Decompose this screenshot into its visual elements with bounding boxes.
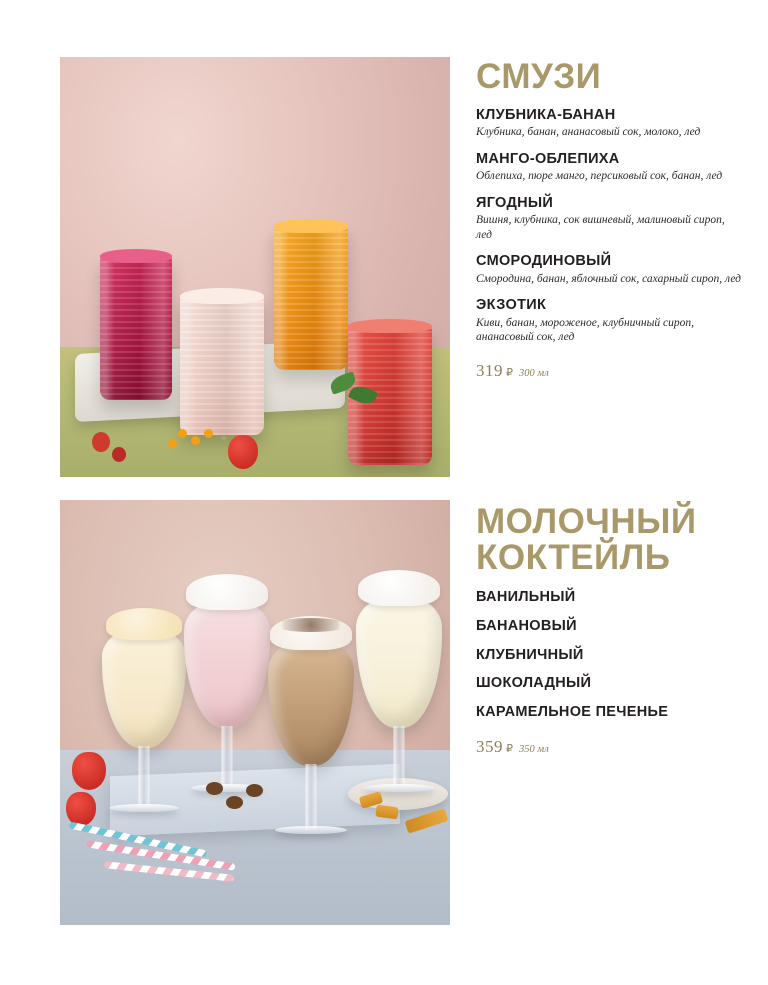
smoothie-text-column [476, 57, 741, 381]
glass-stem [394, 726, 405, 788]
menu-item-description: Смородина, банан, яблочный сок, сахарный сироп, лед [476, 272, 741, 285]
menu-item-name: ЭКЗОТИК [476, 297, 547, 314]
berry-garnish [112, 447, 126, 462]
menu-item-name: КЛУБНИЧНЫЙ [476, 646, 584, 663]
glass-foot [275, 826, 347, 834]
milkshake-photo [60, 500, 450, 925]
menu-item-name: БАНАНОВЫЙ [476, 618, 577, 635]
seabuckthorn-berry [191, 436, 200, 445]
seabuckthorn-berry [204, 429, 213, 438]
glass-foot [109, 804, 179, 812]
menu-item-name: ВАНИЛЬНЫЙ [476, 589, 576, 606]
glass-stem [306, 764, 317, 830]
price-value: 319 [476, 360, 503, 380]
section-title-smoothie: СМУЗИ [476, 57, 602, 96]
seabuckthorn-berry [178, 429, 187, 438]
glass-bowl [102, 628, 186, 748]
serving-volume: 300 мл [519, 367, 549, 379]
chocolate-chip [226, 796, 243, 809]
menu-item-name: СМОРОДИНОВЫЙ [476, 253, 612, 270]
strawberry-garnish [72, 752, 106, 790]
menu-item [476, 151, 741, 184]
section-title-milkshake [476, 504, 741, 575]
section-milkshake [60, 500, 741, 925]
milkshake-glass-strawberry [184, 600, 270, 815]
section-smoothie [60, 57, 741, 477]
section-title-line-1: МОЛОЧНЫЙ [476, 502, 697, 541]
price-row-milkshake [476, 737, 741, 757]
smoothie-froth-cream [180, 288, 264, 304]
currency-symbol: ₽ [506, 366, 513, 379]
menu-item-name: КЛУБНИКА-БАНАН [476, 106, 616, 123]
seabuckthorn-berry [168, 439, 177, 448]
strawberry-garnish [66, 792, 96, 826]
milkshake-glass-caramel [102, 628, 186, 828]
price-row-smoothie [476, 361, 741, 381]
menu-item-description: Клубника, банан, ананасовый сок, молоко, лед [476, 126, 701, 139]
glass-foot [363, 784, 435, 792]
chocolate-chip [246, 784, 263, 797]
smoothie-glass-berry [100, 255, 172, 400]
section-title-line-2: КОКТЕЙЛЬ [476, 537, 671, 577]
currency-symbol: ₽ [506, 742, 513, 755]
smoothie-glass-cream [180, 295, 264, 435]
glass-bowl [184, 600, 270, 728]
menu-item [476, 195, 741, 242]
menu-item [476, 297, 741, 344]
whipped-cream-topping [106, 608, 182, 640]
serving-volume: 350 мл [519, 743, 549, 755]
milkshake-text-column [476, 500, 741, 757]
glass-bowl [356, 596, 442, 728]
whipped-cream-topping [186, 574, 268, 610]
menu-item-description: Киви, банан, мороженое, клубничный сироп, ананасовый сок, лед [476, 316, 694, 344]
menu-item-description: Вишня, клубника, сок вишневый, малиновый сироп, лед [476, 214, 725, 241]
cocoa-dusting [274, 618, 348, 632]
menu-item-name: ЯГОДНЫЙ [476, 194, 554, 211]
smoothie-photo [60, 57, 450, 477]
milkshake-glass-chocolate [268, 640, 354, 855]
menu-item-name: ШОКОЛАДНЫЙ [476, 675, 592, 692]
chocolate-chip [206, 782, 223, 795]
smoothie-glass-mango [274, 225, 348, 370]
berry-garnish [92, 432, 110, 452]
smoothie-froth-strawberry [348, 319, 432, 333]
smoothie-froth-berry [100, 249, 172, 263]
glass-stem [139, 746, 150, 808]
menu-item [476, 107, 741, 140]
menu-item-name: МАНГО-ОБЛЕПИХА [476, 150, 620, 167]
menu-item [476, 253, 741, 286]
strawberry-garnish [228, 435, 258, 469]
price-value: 359 [476, 736, 503, 756]
milkshake-glass-vanilla [356, 596, 442, 821]
glass-stem [222, 726, 233, 788]
smoothie-froth-mango [274, 219, 348, 233]
glass-bowl [268, 640, 354, 766]
whipped-cream-topping [358, 570, 440, 606]
menu-item-description: Облепиха, пюре манго, персиковый сок, банан, лед [476, 170, 723, 183]
menu-item-name: КАРАМЕЛЬНОЕ ПЕЧЕНЬЕ [476, 704, 669, 721]
